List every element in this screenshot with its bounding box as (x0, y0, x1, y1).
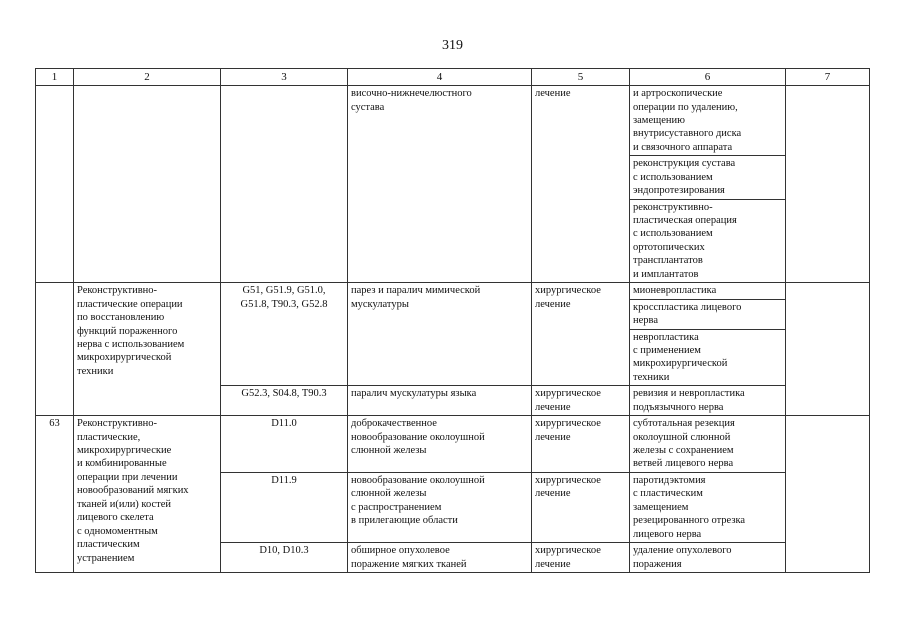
header-cell-7: 7 (786, 69, 870, 86)
table-row (36, 283, 870, 299)
header-cell-6: 6 (630, 69, 786, 86)
cell-method: ревизия и невропластика подъязычного нерва (630, 386, 786, 416)
cell-method: и артроскопические операции по удалению, замещению внутрисуставного диска и связочного аппарата (630, 86, 786, 156)
header-cell-4: 4 (348, 69, 532, 86)
header-cell-3: 3 (221, 69, 348, 86)
cell-codes (221, 86, 348, 283)
cell-method: субтотальная резекция околоушной слюнной железы с сохранением ветвей лицевого нерва (630, 416, 786, 473)
cell-codes: G52.3, S04.8, T90.3 (221, 386, 348, 416)
cell-description: обширное опухолевое поражение мягких тканей (348, 543, 532, 573)
cell-method: удаление опухолевого поражения (630, 543, 786, 573)
cell-treatment: лечение (532, 86, 630, 283)
cell-treatment: хирургическое лечение (532, 283, 630, 386)
cell-method: реконструктивно- пластическая операция с использованием ортотопических трансплантатов и имплантатов (630, 199, 786, 283)
cell-name: Реконструктивно- пластические, микрохирургические и комбинированные операции при лечении новообразований мягких тканей и(или) костей лицевого скелета с одномоментным пластическим устранением (74, 416, 221, 573)
header-cell-5: 5 (532, 69, 630, 86)
cell-codes: D10, D10.3 (221, 543, 348, 573)
cell-codes: D11.9 (221, 472, 348, 542)
cell-number (36, 283, 74, 416)
cell-extra (786, 283, 870, 416)
header-row (36, 69, 870, 86)
medical-care-table (35, 68, 870, 573)
cell-name (74, 86, 221, 283)
cell-method: невропластика с применением микрохирургической техники (630, 329, 786, 386)
cell-method: мионевропластика (630, 283, 786, 299)
cell-method: кросспластика лицевого нерва (630, 299, 786, 329)
cell-name: Реконструктивно- пластические операции по восстановлению функций пораженного нерва с использованием микрохирургической техники (74, 283, 221, 416)
cell-description: новообразование околоушной слюнной железы с распространением в прилегающие области (348, 472, 532, 542)
cell-treatment: хирургическое лечение (532, 472, 630, 542)
cell-codes: G51, G51.9, G51.0, G51.8, T90.3, G52.8 (221, 283, 348, 386)
table-row (36, 86, 870, 156)
cell-description: доброкачественное новообразование околоушной слюнной железы (348, 416, 532, 473)
cell-treatment: хирургическое лечение (532, 543, 630, 573)
page-number: 319 (442, 38, 463, 53)
cell-extra (786, 416, 870, 573)
cell-description: парез и паралич мимической мускулатуры (348, 283, 532, 386)
cell-extra (786, 86, 870, 283)
cell-number (36, 86, 74, 283)
cell-description: височно-нижнечелюстного сустава (348, 86, 532, 283)
cell-method: паротидэктомия с пластическим замещением резецированного отрезка лицевого нерва (630, 472, 786, 542)
header-cell-2: 2 (74, 69, 221, 86)
cell-number: 63 (36, 416, 74, 573)
table-row (36, 416, 870, 473)
header-cell-1: 1 (36, 69, 74, 86)
cell-treatment: хирургическое лечение (532, 416, 630, 473)
cell-method: реконструкция сустава с использованием эндопротезирования (630, 156, 786, 199)
cell-codes: D11.0 (221, 416, 348, 473)
cell-treatment: хирургическое лечение (532, 386, 630, 416)
cell-description: паралич мускулатуры языка (348, 386, 532, 416)
